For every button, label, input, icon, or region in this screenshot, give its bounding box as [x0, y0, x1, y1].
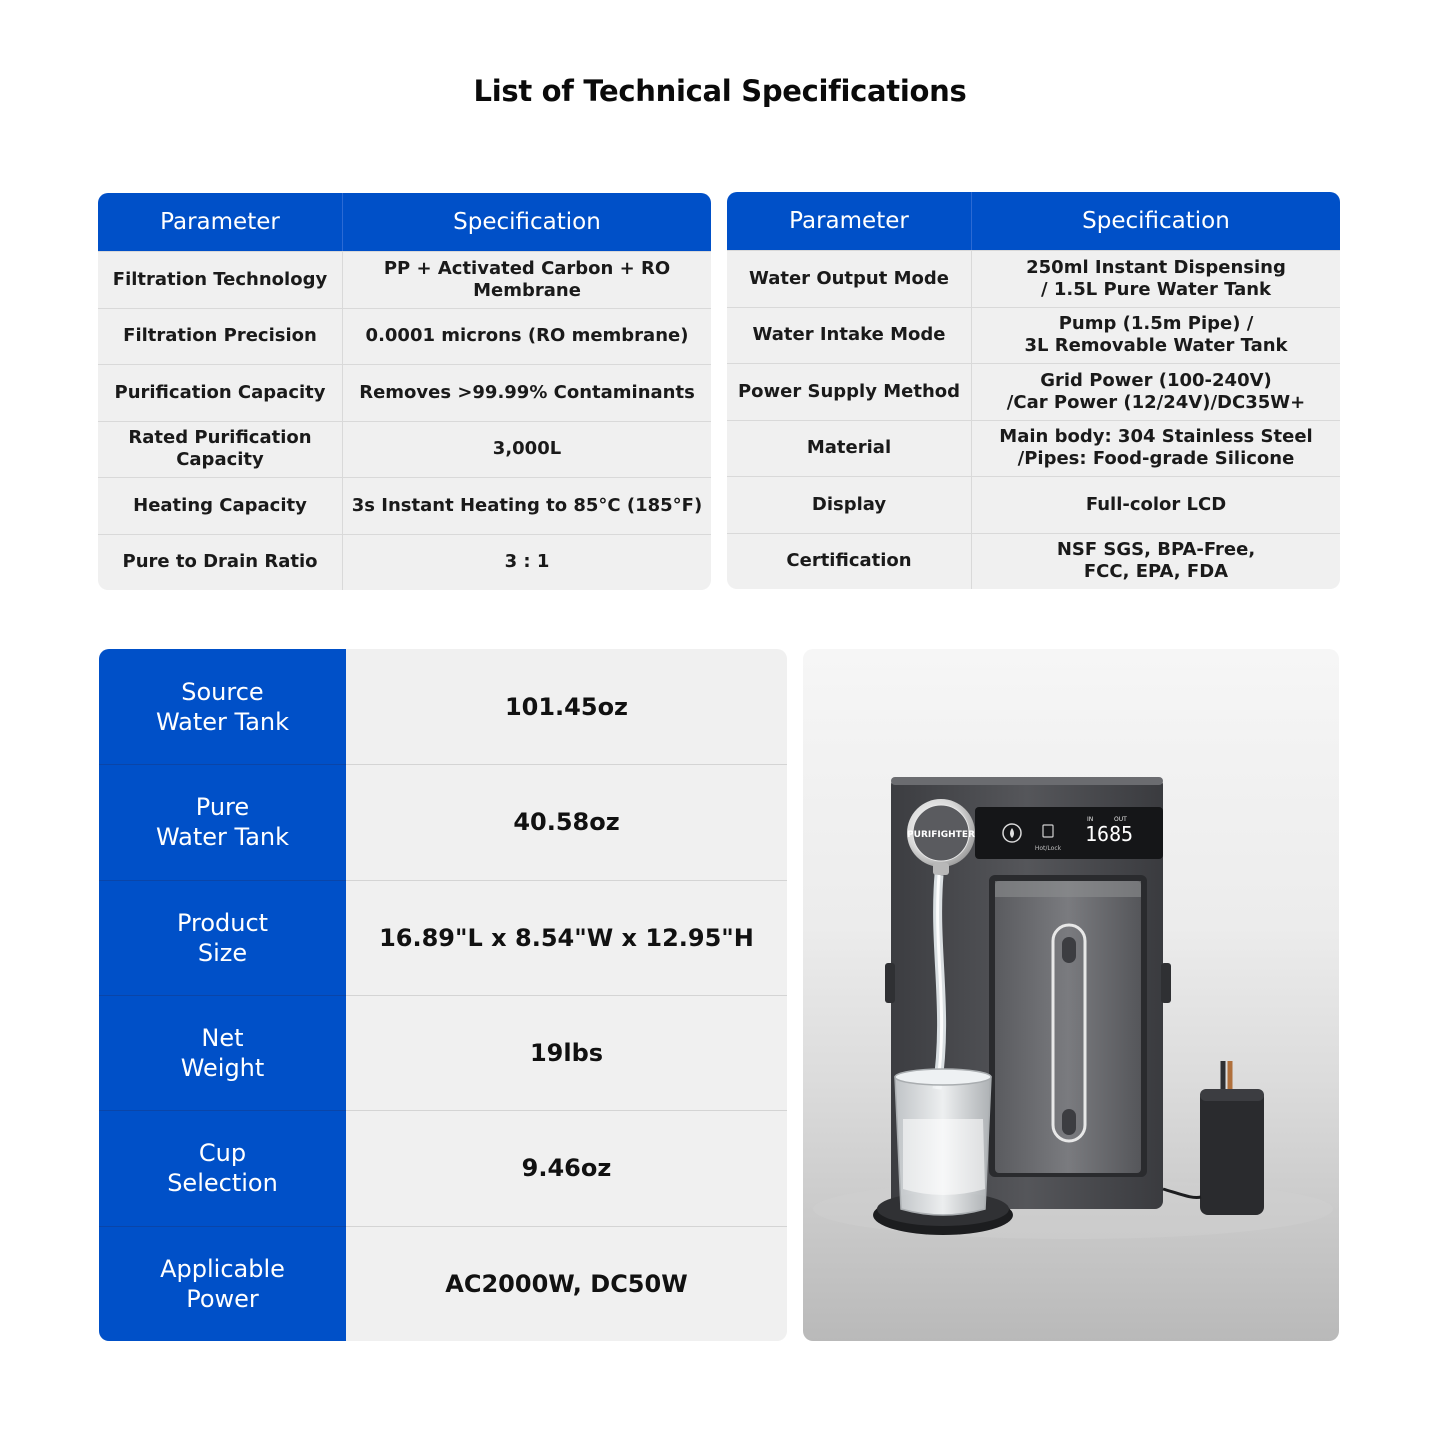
table-row [99, 995, 787, 1110]
dimension-value: 40.58oz [346, 764, 787, 879]
water-purifier-illustration [803, 649, 1339, 1341]
dimension-value: 16.89"L x 8.54"W x 12.95"H [346, 880, 787, 995]
parameter-cell: Filtration Precision [98, 309, 343, 365]
specification-cell: 250ml Instant Dispensing / 1.5L Pure Water Tank [1026, 256, 1286, 300]
specification-cell: 0.0001 microns (RO membrane) [365, 325, 689, 347]
table-row [98, 364, 711, 421]
table-row [727, 476, 1340, 533]
specification-cell: NSF SGS, BPA-Free, FCC, EPA, FDA [1056, 539, 1256, 583]
table-row [99, 764, 787, 879]
spec-table-right [727, 192, 1340, 589]
dimension-label: Pure Water Tank [99, 764, 346, 879]
specification-cell: Full-color LCD [1085, 493, 1227, 515]
dimension-value: 9.46oz [346, 1110, 787, 1225]
specification-cell: PP + Activated Carbon + RO Membrane [383, 257, 671, 301]
dimensions-table [99, 649, 787, 1341]
table-row [727, 420, 1340, 477]
specification-cell: Grid Power (100-240V) /Car Power (12/24V)/DC35W+ [1006, 369, 1306, 413]
product-photo [803, 649, 1339, 1341]
dimension-value: AC2000W, DC50W [346, 1226, 787, 1341]
dimension-value: 19lbs [346, 995, 787, 1110]
specification-cell: Main body: 304 Stainless Steel /Pipes: Food-grade Silicone [999, 426, 1313, 470]
parameter-cell: Material [727, 421, 972, 477]
header-parameter: Parameter [727, 192, 972, 250]
brand-logo: PURIFIGHTER [907, 830, 975, 840]
glass-cup [895, 1069, 991, 1215]
page-title: List of Technical Specifications [473, 74, 967, 108]
header-specification: Specification [453, 209, 601, 235]
table-row [98, 308, 711, 365]
dimension-label: Cup Selection [99, 1110, 346, 1225]
dimension-label: Applicable Power [99, 1226, 346, 1341]
header-specification: Specification [1082, 208, 1230, 234]
table-row [727, 307, 1340, 364]
parameter-cell: Heating Capacity [98, 478, 343, 534]
parameter-cell: Water Intake Mode [727, 308, 972, 364]
parameter-cell: Water Output Mode [727, 251, 972, 307]
table-row [98, 421, 711, 478]
spec-table-left [98, 193, 711, 590]
spec-table-header [98, 193, 711, 251]
specification-cell: 3,000L [492, 438, 562, 460]
svg-text:OUT: OUT [1114, 816, 1127, 823]
table-row [98, 251, 711, 308]
dimension-label: Net Weight [99, 995, 346, 1110]
parameter-cell: Filtration Technology [98, 252, 343, 308]
table-row [99, 1226, 787, 1341]
specification-cell: Removes >99.99% Contaminants [359, 381, 695, 403]
parameter-cell: Power Supply Method [727, 364, 972, 420]
svg-text:168: 168 [1085, 822, 1122, 846]
parameter-cell: Purification Capacity [98, 365, 343, 421]
parameter-cell: Pure to Drain Ratio [98, 535, 343, 591]
specification-cell: 3 : 1 [504, 551, 550, 573]
parameter-cell: Certification [727, 534, 972, 590]
table-row [727, 250, 1340, 307]
svg-text:IN: IN [1087, 816, 1094, 823]
table-row [98, 477, 711, 534]
table-row [99, 1110, 787, 1225]
specification-cell: Pump (1.5m Pipe) / 3L Removable Water Tank [1024, 313, 1288, 357]
header-parameter: Parameter [98, 193, 343, 251]
spec-table-header [727, 192, 1340, 250]
svg-text:Hot/Lock: Hot/Lock [1034, 845, 1062, 852]
table-row [727, 533, 1340, 590]
table-row [99, 880, 787, 995]
svg-text:5: 5 [1121, 822, 1134, 846]
dimension-label: Product Size [99, 880, 346, 995]
table-row [727, 363, 1340, 420]
parameter-cell: Rated Purification Capacity [98, 422, 343, 478]
specification-cell: 3s Instant Heating to 85°C (185°F) [351, 494, 703, 516]
table-row [99, 649, 787, 764]
parameter-cell: Display [727, 477, 972, 533]
dimension-label: Source Water Tank [99, 649, 346, 764]
table-row [98, 534, 711, 591]
dimension-value: 101.45oz [504, 692, 629, 721]
